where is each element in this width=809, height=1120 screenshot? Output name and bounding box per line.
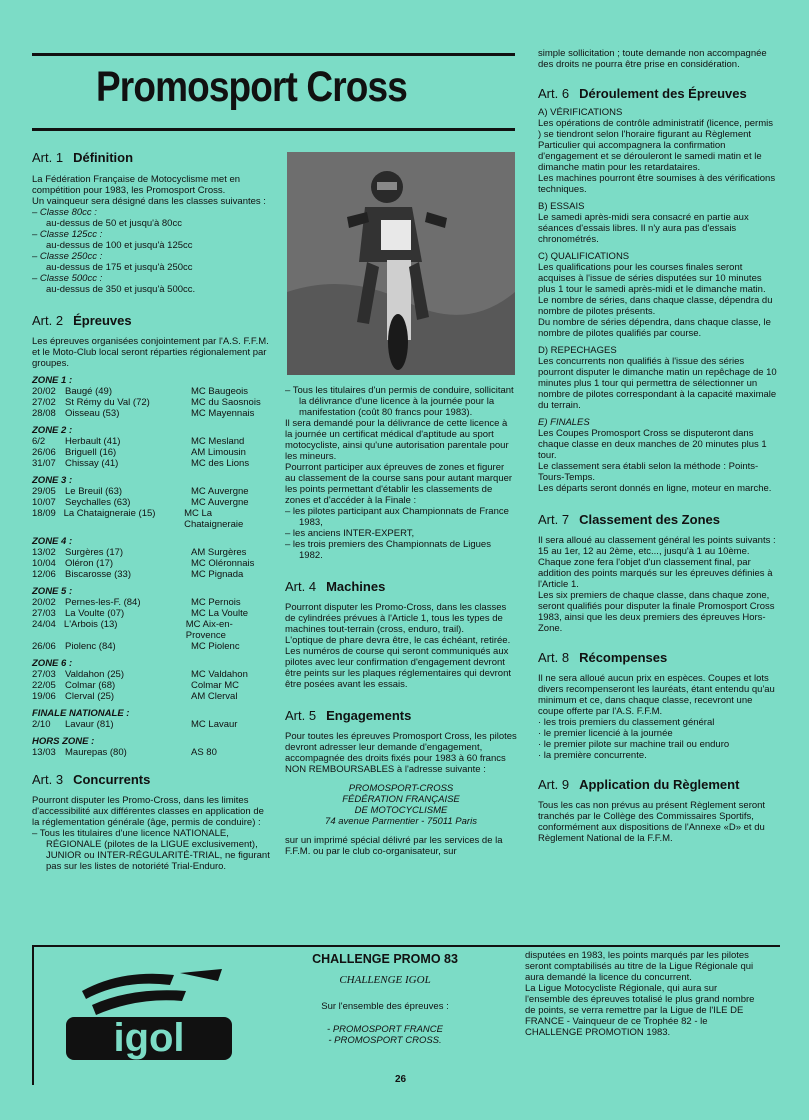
event-date: 26/06	[32, 641, 56, 652]
art6-section-title: A) VÉRIFICATIONS	[538, 107, 623, 118]
column-3	[538, 48, 778, 844]
art2-intro: Les épreuves organisées conjointement par l'A.S. F.F.M. et le Moto-Club local seront réparties régionalement par groupes.	[32, 336, 269, 369]
zone-row	[32, 569, 270, 580]
event-club: MC Baugeois	[191, 386, 249, 397]
event-club: AM Limousin	[191, 447, 246, 458]
event-date: 12/06	[32, 569, 56, 580]
event-place: Piolenc (84)	[65, 641, 116, 652]
event-date: 20/02	[32, 597, 56, 608]
event-date: 29/05	[32, 486, 56, 497]
event-club: AM Clerval	[191, 691, 238, 702]
event-place: Briguell (16)	[65, 447, 117, 458]
art6-section-text: Les concurrents non qualifiés à l'issue des séries pourront disputer le dimanche matin un repêchage de 10 minutes plus 1 tour qui permettra de sélectionner un nombre de pilotes correspondant à la capacité maximale du terrain.	[538, 356, 777, 411]
igol-logo-graphic	[62, 965, 234, 1060]
event-club: MC Valdahon	[191, 669, 248, 680]
title-bottom-rule	[32, 128, 515, 131]
event-place: Surgères (17)	[65, 547, 124, 558]
box-line: Sur l'ensemble des épreuves :	[321, 1001, 449, 1012]
art3-text: Pourront disputer les Promo-Cross, dans les limites d'accessibilité aux différentes classes en application de la réglementation générale (âge, permis de conduire) :	[32, 795, 264, 828]
zone-row	[32, 691, 270, 702]
event-club: MC Auvergne	[191, 486, 249, 497]
class-range: au-dessus de 50 et jusqu'à 80cc	[46, 218, 182, 229]
art3-heading: Art. 3 Concurrents	[32, 772, 151, 787]
event-club: MC La Chataigneraie	[184, 508, 244, 530]
zone-title: ZONE 1 :	[32, 375, 73, 386]
art3-item: – Tous les titulaires d'une licence NATIONALE, RÉGIONALE (pilotes de la LIGUE exclusivement), JUNIOR ou INTER-RÉGULARITÉ-TRIAL, ne figurant pas sur les listes de notoriété Trial-Enduro.	[32, 828, 270, 872]
art9-p1: Tous les cas non prévus au présent Règlement seront tranchés par le Collège des Commissaires Sportifs, conformément aux dispositions de l'Annexe «D» et du Règlement National de la F.F.M.	[538, 800, 766, 844]
zone-row	[32, 680, 270, 691]
event-date: 20/02	[32, 386, 56, 397]
event-date: 10/04	[32, 558, 56, 569]
event-place: Oléron (17)	[65, 558, 114, 569]
event-club: Colmar MC	[191, 680, 240, 691]
event-place: Baugé (49)	[65, 386, 113, 397]
zone-row	[32, 747, 270, 758]
event-date: 27/03	[32, 608, 56, 619]
art7-p1: Il sera alloué au classement général les points suivants : 15 au 1er, 12 au 2ème, etc..., jusqu'à 1 au 10ème. Chaque zone fera l'objet d'un classement final, par addition des points marqués sur les épreuves définies à l'Article 1.	[538, 535, 776, 590]
motocross-rider-photo	[287, 152, 515, 375]
event-club: AS 80	[191, 747, 217, 758]
zone-title: ZONE 3 :	[32, 475, 73, 486]
event-club: MC La Voulte	[191, 608, 249, 619]
event-place: Lavaur (81)	[65, 719, 114, 730]
art8-item-4: · la première concurrente.	[538, 750, 647, 761]
event-club: MC Oléronnais	[191, 558, 255, 569]
class-range: au-dessus de 350 et jusqu'à 500cc.	[46, 284, 196, 295]
class-range: au-dessus de 100 et jusqu'à 125cc	[46, 240, 193, 251]
event-date: 18/09	[32, 508, 56, 519]
event-date: 26/06	[32, 447, 56, 458]
event-place: Chissay (41)	[65, 458, 119, 469]
event-place: La Voulte (07)	[65, 608, 125, 619]
event-club: MC Pignada	[191, 569, 244, 580]
event-place: Oisseau (53)	[65, 408, 120, 419]
addr-line-4: 74 avenue Parmentier - 75011 Paris	[325, 816, 477, 827]
zone-title: ZONE 4 :	[32, 536, 73, 547]
art8-heading: Art. 8 Récompenses	[538, 650, 668, 665]
class-name: – Classe 250cc :	[32, 251, 103, 262]
art9-heading: Art. 9 Application du Règlement	[538, 777, 740, 792]
col2-item2-2: – les anciens INTER-EXPERT,	[285, 528, 415, 539]
event-date: 13/03	[32, 747, 56, 758]
rider-illustration	[287, 152, 515, 375]
art6-section-title: B) ESSAIS	[538, 201, 585, 212]
event-club: MC Mesland	[191, 436, 245, 447]
art4-p3: Les numéros de course qui seront communiqués aux pilotes avec leur confirmation d'engagement devront être peints sur les plaques réglementaires qui devront être posées avant les essais.	[285, 646, 512, 690]
col2-item2-1: – les pilotes participant aux Championnats de France 1983,	[285, 506, 509, 528]
col2-item: – Tous les titulaires d'un permis de conduire, sollicitant la délivrance d'une licence à la journée pour la manifestation (coût 80 francs pour 1983).	[285, 385, 514, 418]
event-date: 27/02	[32, 397, 56, 408]
event-date: 24/04	[32, 619, 56, 630]
art8-item-2: · le premier licencié à la journée	[538, 728, 673, 739]
art6-section-title: D) REPECHAGES	[538, 345, 617, 356]
page-number: 26	[395, 1074, 407, 1085]
class-name: – Classe 500cc :	[32, 273, 103, 284]
zone-row	[32, 397, 270, 408]
igol-logo	[62, 965, 234, 1060]
art7-p2: Les six premiers de chaque classe, dans chaque zone, seront qualifiés pour disputer la finale Promosport Cross 1983, ainsi que les deux premiers des épreuves Hors-Zone.	[538, 590, 775, 634]
class-range: au-dessus de 175 et jusqu'à 250cc	[46, 262, 193, 273]
zone-row	[32, 458, 270, 469]
event-place: St Rémy du Val (72)	[65, 397, 150, 408]
art1-heading: Art. 1 Définition	[32, 150, 134, 165]
art2-heading: Art. 2 Épreuves	[32, 313, 132, 328]
box-right-text: disputées en 1983, les points marqués par les pilotes seront comptabilisés au titre de la Ligue Régionale qui aura demandé la licence du concurrent. La Ligue Motocycliste Régionale, qui aura sur l'ensemble des épreuves totalisé le plus grand nombre de points, se verra remettre par la Ligue de l'ILE DE FRANCE - Vainqueur de ce Trophée 82 - le CHALLENGE PROMOTION 1983.	[525, 950, 755, 1038]
event-date: 6/2	[32, 436, 46, 447]
title-top-rule	[32, 53, 515, 56]
art1-winner: Un vainqueur sera désigné dans les classes suivantes :	[32, 196, 266, 207]
column-1	[32, 150, 270, 872]
event-date: 28/08	[32, 408, 56, 419]
art6-section-title: E) FINALES	[538, 417, 590, 428]
art8-p1: Il ne sera alloué aucun prix en espèces. Coupes et lots divers recompenseront les lauréats, étant entendu qu'au minimum et ce, dans chaque classe, recevront une coupe offerte par l'A.S. F.F.M.	[538, 673, 775, 717]
zone-row	[32, 447, 270, 458]
zone-row	[32, 608, 270, 619]
col2-p2: Pourront participer aux épreuves de zones et figurer au classement de la course sans pour autant marquer les points permettant d'établir les classements de zones et d'accéder à la Finale :	[285, 462, 513, 506]
event-date: 27/03	[32, 669, 56, 680]
event-club: MC Aix-en-Provence	[185, 619, 233, 641]
art6-heading: Art. 6 Déroulement des Épreuves	[538, 86, 747, 101]
zone-title: ZONE 6 :	[32, 658, 73, 669]
art4-p1: Pourront disputer les Promo-Cross, dans les classes de cylindrées prévues à l'Article 1, tous les types de machines tout-terrain (cross, enduro, trail).	[285, 602, 507, 635]
art5-heading: Art. 5 Engagements	[285, 708, 412, 723]
art5-p1: Pour toutes les épreuves Promosport Cross, les pilotes devront adresser leur demande d'engagement, accompagnée des droits fixés pour 1983 à 60 francs NON REMBOURSABLES à l'adresse suivante :	[285, 731, 517, 775]
event-date: 19/06	[32, 691, 56, 702]
art8-item-1: · les trois premiers du classement général	[538, 717, 715, 728]
class-name: – Classe 125cc :	[32, 229, 103, 240]
art6-sections	[538, 107, 778, 494]
zone-row	[32, 619, 270, 641]
event-date: 2/10	[32, 719, 51, 730]
zone-row	[32, 508, 270, 530]
event-club: MC Lavaur	[191, 719, 238, 730]
art6-section-text: Les Coupes Promosport Cross se disputeront dans chaque classe en deux manches de 20 minutes plus 1 tour. Le classement sera établi selon la méthode : Points-Tours-Temps. Les départs seront donnés en ligne, moteur en marche.	[538, 428, 772, 494]
zone-row	[32, 547, 270, 558]
box-item-2: - PROMOSPORT CROSS.	[328, 1035, 442, 1046]
art6-section-text: Le samedi après-midi sera consacré en partie aux séances d'essais libres. Il n'y aura pas d'essais chronométrés.	[538, 212, 749, 245]
zone-row	[32, 597, 270, 608]
event-place: Valdahon (25)	[65, 669, 124, 680]
event-place: Pernes-les-F. (84)	[65, 597, 141, 608]
zone-title: HORS ZONE :	[32, 736, 95, 747]
col2-p1: Il sera demandé pour la délivrance de cette licence à la journée un certificat médical d'aptitude au sport motocycliste, ainsi qu'une autorisation parentale pour les mineurs.	[285, 418, 509, 462]
addr-line-1: PROMOSPORT-CROSS	[348, 783, 454, 794]
box-center	[255, 952, 515, 1046]
zone-row	[32, 719, 270, 730]
event-club: MC Mayennais	[191, 408, 255, 419]
zone-row	[32, 558, 270, 569]
column-2	[285, 385, 517, 857]
zone-row	[32, 436, 270, 447]
event-place: Seychalles (63)	[65, 497, 131, 508]
zone-row	[32, 641, 270, 652]
col3-top: simple sollicitation ; toute demande non accompagnée des droits ne pourra être prise en considération.	[538, 48, 767, 70]
event-place: Biscarosse (33)	[65, 569, 131, 580]
zone-row	[32, 497, 270, 508]
art6-section-text: Les opérations de contrôle administratif (licence, permis ) se tiendront selon l'horaire figurant au Règlement Particulier qui accompagnera la confirmation d'engagement et se dérouleront le samedi matin et le dimanche matin pour les retardataires. Les machines pourront être soumises à des vérifications techniques.	[538, 118, 776, 195]
zone-row	[32, 408, 270, 419]
art4-p2: L'optique de phare devra être, le cas échéant, retirée.	[285, 635, 511, 646]
art4-heading: Art. 4 Machines	[285, 579, 386, 594]
addr-line-2: FÉDÉRATION FRANÇAISE	[342, 794, 460, 805]
col2-item2-3: – les trois premiers des Championnats de Ligues 1982.	[285, 539, 491, 561]
event-club: MC des Lions	[191, 458, 250, 469]
art7-heading: Art. 7 Classement des Zones	[538, 512, 720, 527]
addr-line-3: DE MOTOCYCLISME	[354, 805, 448, 816]
zone-row	[32, 386, 270, 397]
event-date: 22/05	[32, 680, 56, 691]
event-date: 10/07	[32, 497, 56, 508]
box-title: CHALLENGE PROMO 83	[312, 952, 458, 966]
igol-logo-text: igol	[113, 1016, 185, 1060]
art5-p2: sur un imprimé spécial délivré par les services de la F.F.M. ou par le club co-organisateur, sur	[285, 835, 503, 857]
art1-intro: La Fédération Française de Motocyclisme met en compétition pour 1983, les Promosport Cross.	[32, 174, 241, 196]
event-place: La Chataigneraie (15)	[63, 508, 156, 519]
box-item-1: - PROMOSPORT FRANCE	[327, 1024, 443, 1035]
event-date: 31/07	[32, 458, 56, 469]
zone-title: ZONE 2 :	[32, 425, 73, 436]
art6-section-text: Les qualifications pour les courses finales seront acquises à l'issue de séries disputées sur 10 minutes plus 1 tour le samedi après-midi et le dimanche matin. Le nombre de séries, dans chaque classe, dépendra du nombre de pilotes présents. Du nombre de séries dépendra, dans chaque classe, le nombre de pilotes qualifiés par course.	[538, 262, 773, 339]
art6-section-title: C) QUALIFICATIONS	[538, 251, 630, 262]
event-place: Colmar (68)	[65, 680, 116, 691]
event-place: Maurepas (80)	[65, 747, 127, 758]
event-club: MC Auvergne	[191, 497, 249, 508]
page-title: Promosport Cross	[96, 63, 407, 111]
art1-classes	[32, 207, 270, 295]
zone-row	[32, 486, 270, 497]
event-place: Clerval (25)	[65, 691, 115, 702]
art8-item-3: · le premier pilote sur machine trail ou enduro	[538, 739, 730, 750]
challenge-box-top-rule	[518, 945, 780, 947]
event-place: Le Breuil (63)	[65, 486, 123, 497]
art5-address	[285, 783, 517, 827]
art1-body	[32, 174, 270, 295]
zone-title: ZONE 5 :	[32, 586, 73, 597]
zones-list	[32, 375, 270, 758]
zone-title: FINALE NATIONALE :	[32, 708, 130, 719]
event-date: 13/02	[32, 547, 56, 558]
event-place: Herbault (41)	[65, 436, 121, 447]
zone-row	[32, 669, 270, 680]
event-club: MC du Saosnois	[191, 397, 261, 408]
event-club: MC Piolenc	[191, 641, 240, 652]
event-club: AM Surgères	[191, 547, 247, 558]
event-place: L'Arbois (13)	[63, 619, 118, 630]
class-name: – Classe 80cc :	[32, 207, 97, 218]
box-subtitle: CHALLENGE IGOL	[339, 974, 431, 986]
event-club: MC Pernois	[191, 597, 241, 608]
